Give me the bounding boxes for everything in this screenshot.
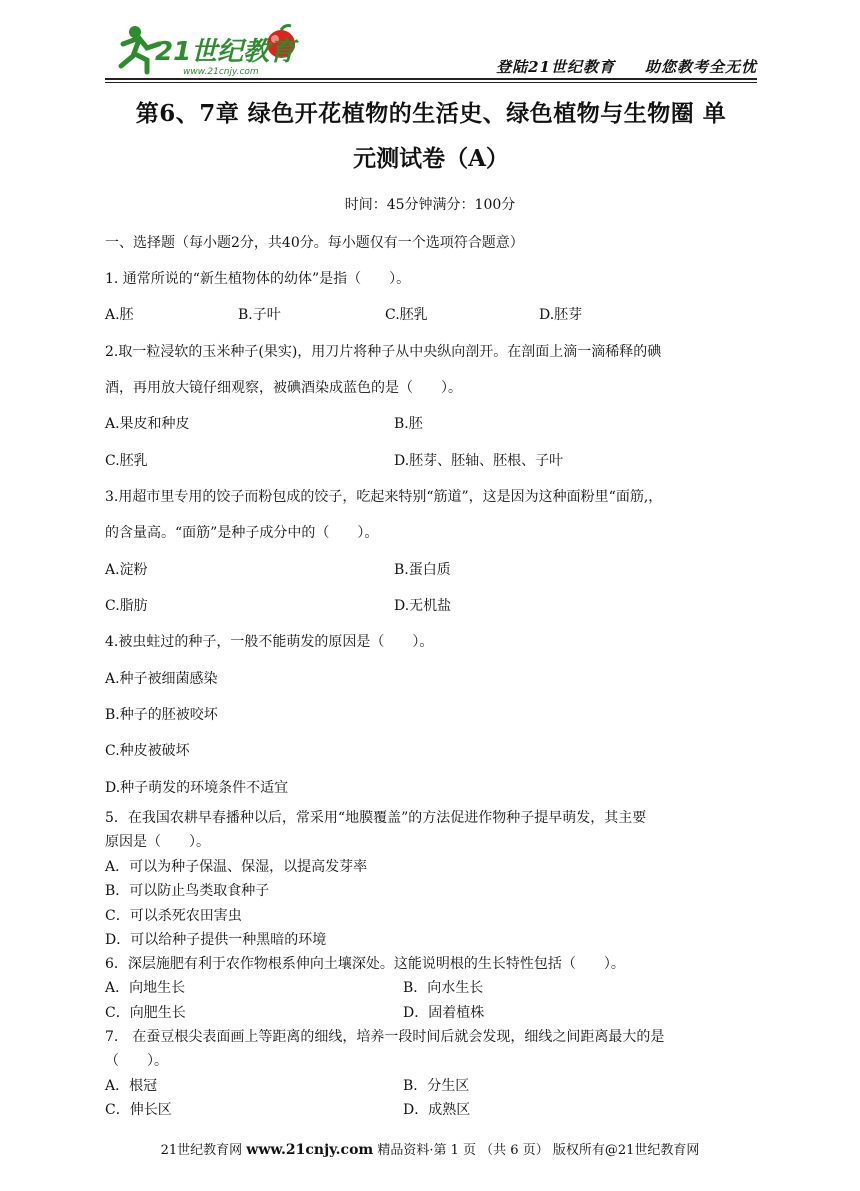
page-title-cont: 元测试卷（A） — [353, 145, 509, 172]
slogan-right: 助您教考全无忧 — [644, 58, 757, 76]
q2-option-d: D.胚芽、胚轴、胚根、子叶 — [394, 453, 564, 469]
page-footer — [0, 1139, 860, 1158]
q2-option-b: B.胚 — [394, 416, 423, 432]
q4-option-c: C.种皮被破坏 — [105, 743, 190, 759]
header-slogan — [466, 56, 757, 77]
exam-meta: 时间：45分钟满分：100分 — [344, 197, 516, 213]
footer-url[interactable]: www.21cnjy.com — [246, 1142, 374, 1158]
q3-option-d: D.无机盐 — [394, 598, 452, 614]
logo-text: 21世纪教育 — [155, 37, 296, 67]
section-heading: 一、选择题（每小题2分，共40分。每小题仅有一个选项符合题意） — [105, 235, 524, 251]
q7-option-a: A．根冠 — [105, 1078, 158, 1094]
q2-option-c: C.胚乳 — [105, 453, 148, 469]
q5-option-c: C．可以杀死农田害虫 — [105, 908, 242, 924]
q7-option-d: D．成熟区 — [403, 1102, 471, 1118]
site-logo — [113, 22, 313, 78]
q1-option-d: D.胚芽 — [539, 307, 583, 323]
q6-option-b: B．向水生长 — [403, 980, 484, 996]
q4-option-d: D.种子萌发的环境条件不适宜 — [105, 780, 289, 796]
q4-option-b: B.种子的胚被咬坏 — [105, 707, 218, 723]
q5-option-b: B．可以防止鸟类取食种子 — [105, 883, 270, 899]
question-7-stem: 7. 在蚕豆根尖表面画上等距离的细线，培养一段时间后就会发现，细线之间距离最大的是 — [105, 1029, 665, 1045]
footer-right: 精品资料·第 1 页 （共 6 页） 版权所有@21世纪教育网 — [377, 1143, 700, 1158]
q1-option-c: C.胚乳 — [385, 307, 428, 323]
q7-option-b: B．分生区 — [403, 1078, 470, 1094]
page-title: 第6、7章 绿色开花植物的生活史、绿色植物与生物圈 单 — [135, 100, 727, 127]
q5-option-a: A．可以为种子保温、保湿，以提高发芽率 — [105, 859, 368, 875]
q6-option-c: C．向肥生长 — [105, 1005, 186, 1021]
question-4-stem: 4.被虫蛀过的种子，一般不能萌发的原因是（ ）。 — [105, 634, 434, 650]
header-rule — [105, 78, 757, 80]
footer-left: 21世纪教育网 — [160, 1143, 243, 1158]
header-rule-thin — [105, 82, 757, 83]
q3-option-a: A.淀粉 — [105, 562, 148, 578]
q6-option-a: A．向地生长 — [105, 980, 186, 996]
q1-option-a: A.胚 — [105, 307, 134, 323]
q3-option-c: C.脂肪 — [105, 598, 148, 614]
question-2-stem: 2.取一粒浸软的玉米种子(果实)，用刀片将种子从中央纵向剖开。在剖面上滴一滴稀释的碘 — [105, 344, 662, 360]
q3-option-b: B.蛋白质 — [394, 562, 451, 578]
question-3-stem: 3.用超市里专用的饺子而粉包成的饺子，吃起来特别“筋道”，这是因为这种面粉里“面筋,， — [105, 489, 663, 505]
logo-url: www.21cnjy.com — [183, 67, 259, 77]
q4-option-a: A.种子被细菌感染 — [105, 671, 218, 687]
page-header — [105, 22, 757, 80]
question-6-stem: 6．深层施肥有利于农作物根系伸向土壤深处。这能说明根的生长特性包括（ ）。 — [105, 956, 625, 972]
question-1-stem: 1. 通常所说的“新生植物体的幼体”是指（ ）。 — [105, 271, 411, 287]
q6-option-d: D．固着植株 — [403, 1005, 485, 1021]
question-3-stem-cont: 的含量高。“面筋”是种子成分中的（ ）。 — [105, 525, 379, 541]
question-5-stem-cont: 原因是（ ）。 — [105, 834, 210, 850]
q2-option-a: A.果皮和种皮 — [105, 416, 190, 432]
question-5-stem: 5．在我国农耕早春播种以后，常采用“地膜覆盖”的方法促进作物种子提早萌发，其主要 — [105, 810, 647, 826]
question-2-stem-cont: 酒，再用放大镜仔细观察，被碘酒染成蓝色的是（ ）。 — [105, 380, 462, 396]
question-7-stem-cont: （ ）。 — [105, 1053, 168, 1069]
q1-option-b: B.子叶 — [238, 307, 281, 323]
q7-option-c: C．伸长区 — [105, 1102, 172, 1118]
slogan-left: 登陆21世纪教育 — [496, 58, 615, 76]
q5-option-d: D．可以给种子提供一种黑暗的环境 — [105, 932, 327, 948]
